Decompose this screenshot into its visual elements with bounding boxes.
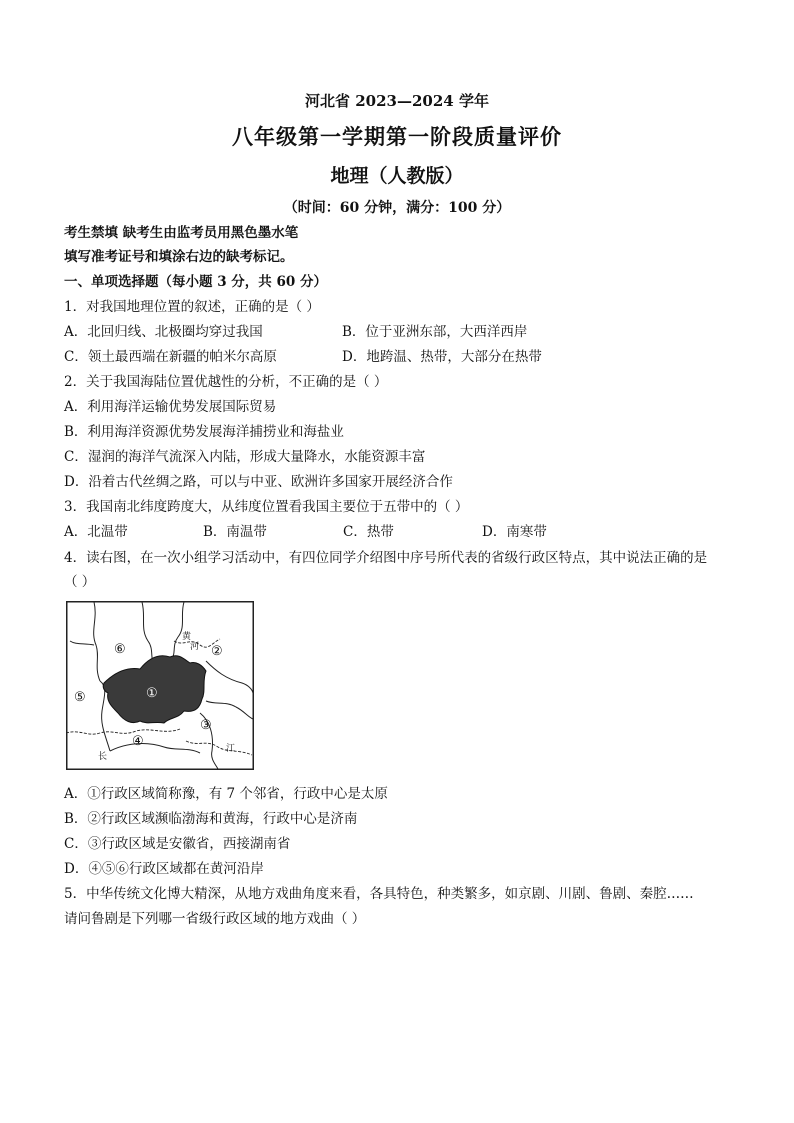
question-1-stem: 1．对我国地理位置的叙述，正确的是（ ）	[64, 299, 320, 315]
question-2-option-a: A．利用海洋运输优势发展国际贸易	[64, 399, 277, 415]
map-label-5: ⑤	[74, 690, 86, 705]
question-2-option-d: D．沿着古代丝绸之路，可以与中亚、欧洲许多国家开展经济合作	[64, 474, 453, 490]
question-1-option-a: A．北回归线、北极圈均穿过我国	[64, 324, 263, 340]
notice-line-1: 考生禁填 缺考生由监考员用黑色墨水笔	[64, 225, 299, 241]
map-label-he: 河	[190, 642, 200, 652]
exam-title: 八年级第一学期第一阶段质量评价	[232, 124, 562, 149]
question-4-stem: 4．读右图，在一次小组学习活动中，有四位同学介绍图中序号所代表的省级行政区特点，其中说法正确的是	[64, 550, 708, 566]
map-label-4: ④	[132, 734, 144, 749]
section-title: 一、单项选择题（每小题 3 分，共 60 分）	[64, 274, 327, 290]
question-4-option-a: A．①行政区域简称豫，有 7 个邻省，行政中心是太原	[64, 786, 388, 802]
question-1-option-d: D．地跨温、热带，大部分在热带	[342, 349, 542, 365]
map-label-6: ⑥	[114, 642, 126, 657]
notice-line-2: 填写准考证号和填涂右边的缺考标记。	[64, 249, 294, 265]
question-5-stem-line-2: 请问鲁剧是下列哪一省级行政区域的地方戏曲（ ）	[64, 911, 366, 927]
question-4-option-c: C．③行政区域是安徽省，西接湖南省	[64, 836, 291, 852]
question-2-option-b: B．利用海洋资源优势发展海洋捕捞业和海盐业	[64, 424, 344, 440]
question-2-option-c: C．湿润的海洋气流深入内陆，形成大量降水，水能资源丰富	[64, 449, 426, 465]
question-3-stem: 3．我国南北纬度跨度大，从纬度位置看我国主要位于五带中的（ ）	[64, 499, 469, 515]
question-2-stem: 2．关于我国海陆位置优越性的分析，不正确的是（ ）	[64, 374, 388, 390]
map-label-jiang: 江	[226, 744, 236, 754]
question-1-option-b: B．位于亚洲东部，大西洋西岸	[342, 324, 528, 340]
question-4-option-b: B．②行政区域濒临渤海和黄海，行政中心是济南	[64, 811, 358, 827]
subject-title: 地理（人教版）	[330, 165, 464, 187]
map-label-huang: 黄	[182, 632, 192, 642]
question-3-option-c: C．热带	[343, 524, 394, 540]
map-label-3: ③	[200, 718, 212, 733]
question-3-option-a: A．北温带	[64, 524, 128, 540]
question-3-option-d: D．南寒带	[482, 524, 547, 540]
question-1-option-c: C．领土最西端在新疆的帕米尔高原	[64, 349, 277, 365]
question-4-option-d: D．④⑤⑥行政区域都在黄河沿岸	[64, 861, 264, 877]
province-year-heading: 河北省 2023—2024 学年	[305, 92, 489, 110]
question-4-stem-bracket: （ ）	[64, 574, 96, 590]
question-5-stem: 5．中华传统文化博大精深，从地方戏曲角度来看，各具特色，种类繁多，如京剧、川剧、鲁剧、秦腔……	[64, 886, 694, 902]
time-score-info: （时间：60 分钟，满分：100 分）	[283, 200, 511, 216]
question-3-option-b: B．南温带	[203, 524, 267, 540]
map-label-2: ②	[211, 644, 223, 659]
province-map-figure	[66, 601, 254, 770]
map-label-chang: 长	[98, 752, 108, 762]
map-label-1: ①	[146, 686, 158, 701]
